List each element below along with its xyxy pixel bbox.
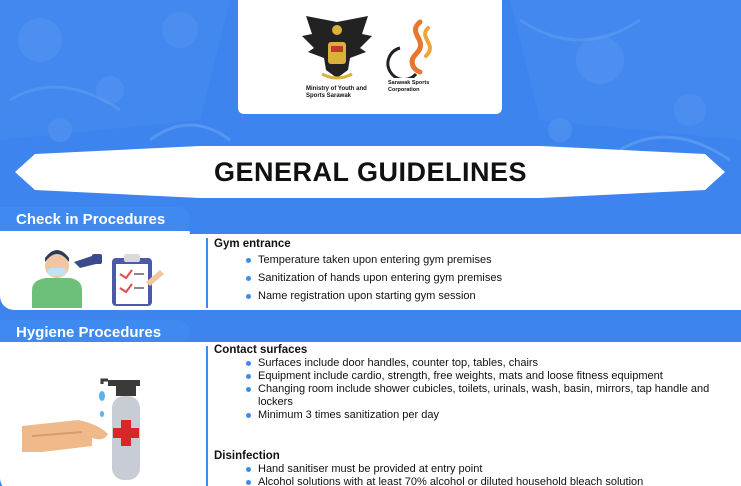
hand-sanitizer-illustration: [22, 372, 172, 482]
hornbill-crest-icon: [298, 12, 376, 84]
list-item: Hand sanitiser must be provided at entry point: [246, 463, 726, 476]
list-item: Temperature taken upon entering gym premises: [246, 254, 716, 267]
list-item: Sanitization of hands upon entering gym premises: [246, 272, 716, 285]
ministry-logo: [298, 12, 378, 99]
check-in-card: [0, 234, 741, 310]
disinfection-list: [246, 463, 726, 486]
list-item: Equipment include cardio, strength, free weights, mats and loose fitness equipment: [246, 370, 726, 383]
gym-entrance-heading: Gym entrance: [214, 238, 291, 250]
hygiene-card: [0, 342, 741, 486]
temperature-check-illustration: [28, 242, 168, 308]
check-in-tab: Check in Procedures: [0, 207, 190, 231]
ministry-caption: Ministry of Youth and Sports Sarawak: [306, 86, 367, 99]
divider: [206, 346, 208, 486]
list-item: Name registration upon starting gym session: [246, 290, 716, 303]
list-item: Alcohol solutions with at least 70% alcohol or diluted household bleach solution: [246, 476, 726, 486]
ssc-logo: [386, 18, 456, 93]
list-item: Surfaces include door handles, counter top, tables, chairs: [246, 357, 726, 370]
logo-panel: [238, 0, 502, 114]
disinfection-heading: Disinfection: [214, 450, 280, 462]
list-item: Minimum 3 times sanitization per day: [246, 409, 726, 422]
list-item: Changing room include shower cubicles, toilets, urinals, wash, basin, mirrors, tap handle and lockers: [246, 383, 726, 409]
title-banner: [0, 146, 741, 198]
contact-surfaces-heading: Contact surfaces: [214, 344, 308, 356]
divider: [206, 238, 208, 308]
flame-swirl-icon: [386, 18, 446, 78]
page-title: GENERAL GUIDELINES: [213, 156, 528, 187]
ssc-caption: Sarawak Sports Corporation: [388, 80, 430, 93]
contact-surfaces-list: [246, 357, 726, 422]
check-in-list: [246, 254, 716, 303]
hygiene-tab: Hygiene Procedures: [0, 320, 190, 344]
